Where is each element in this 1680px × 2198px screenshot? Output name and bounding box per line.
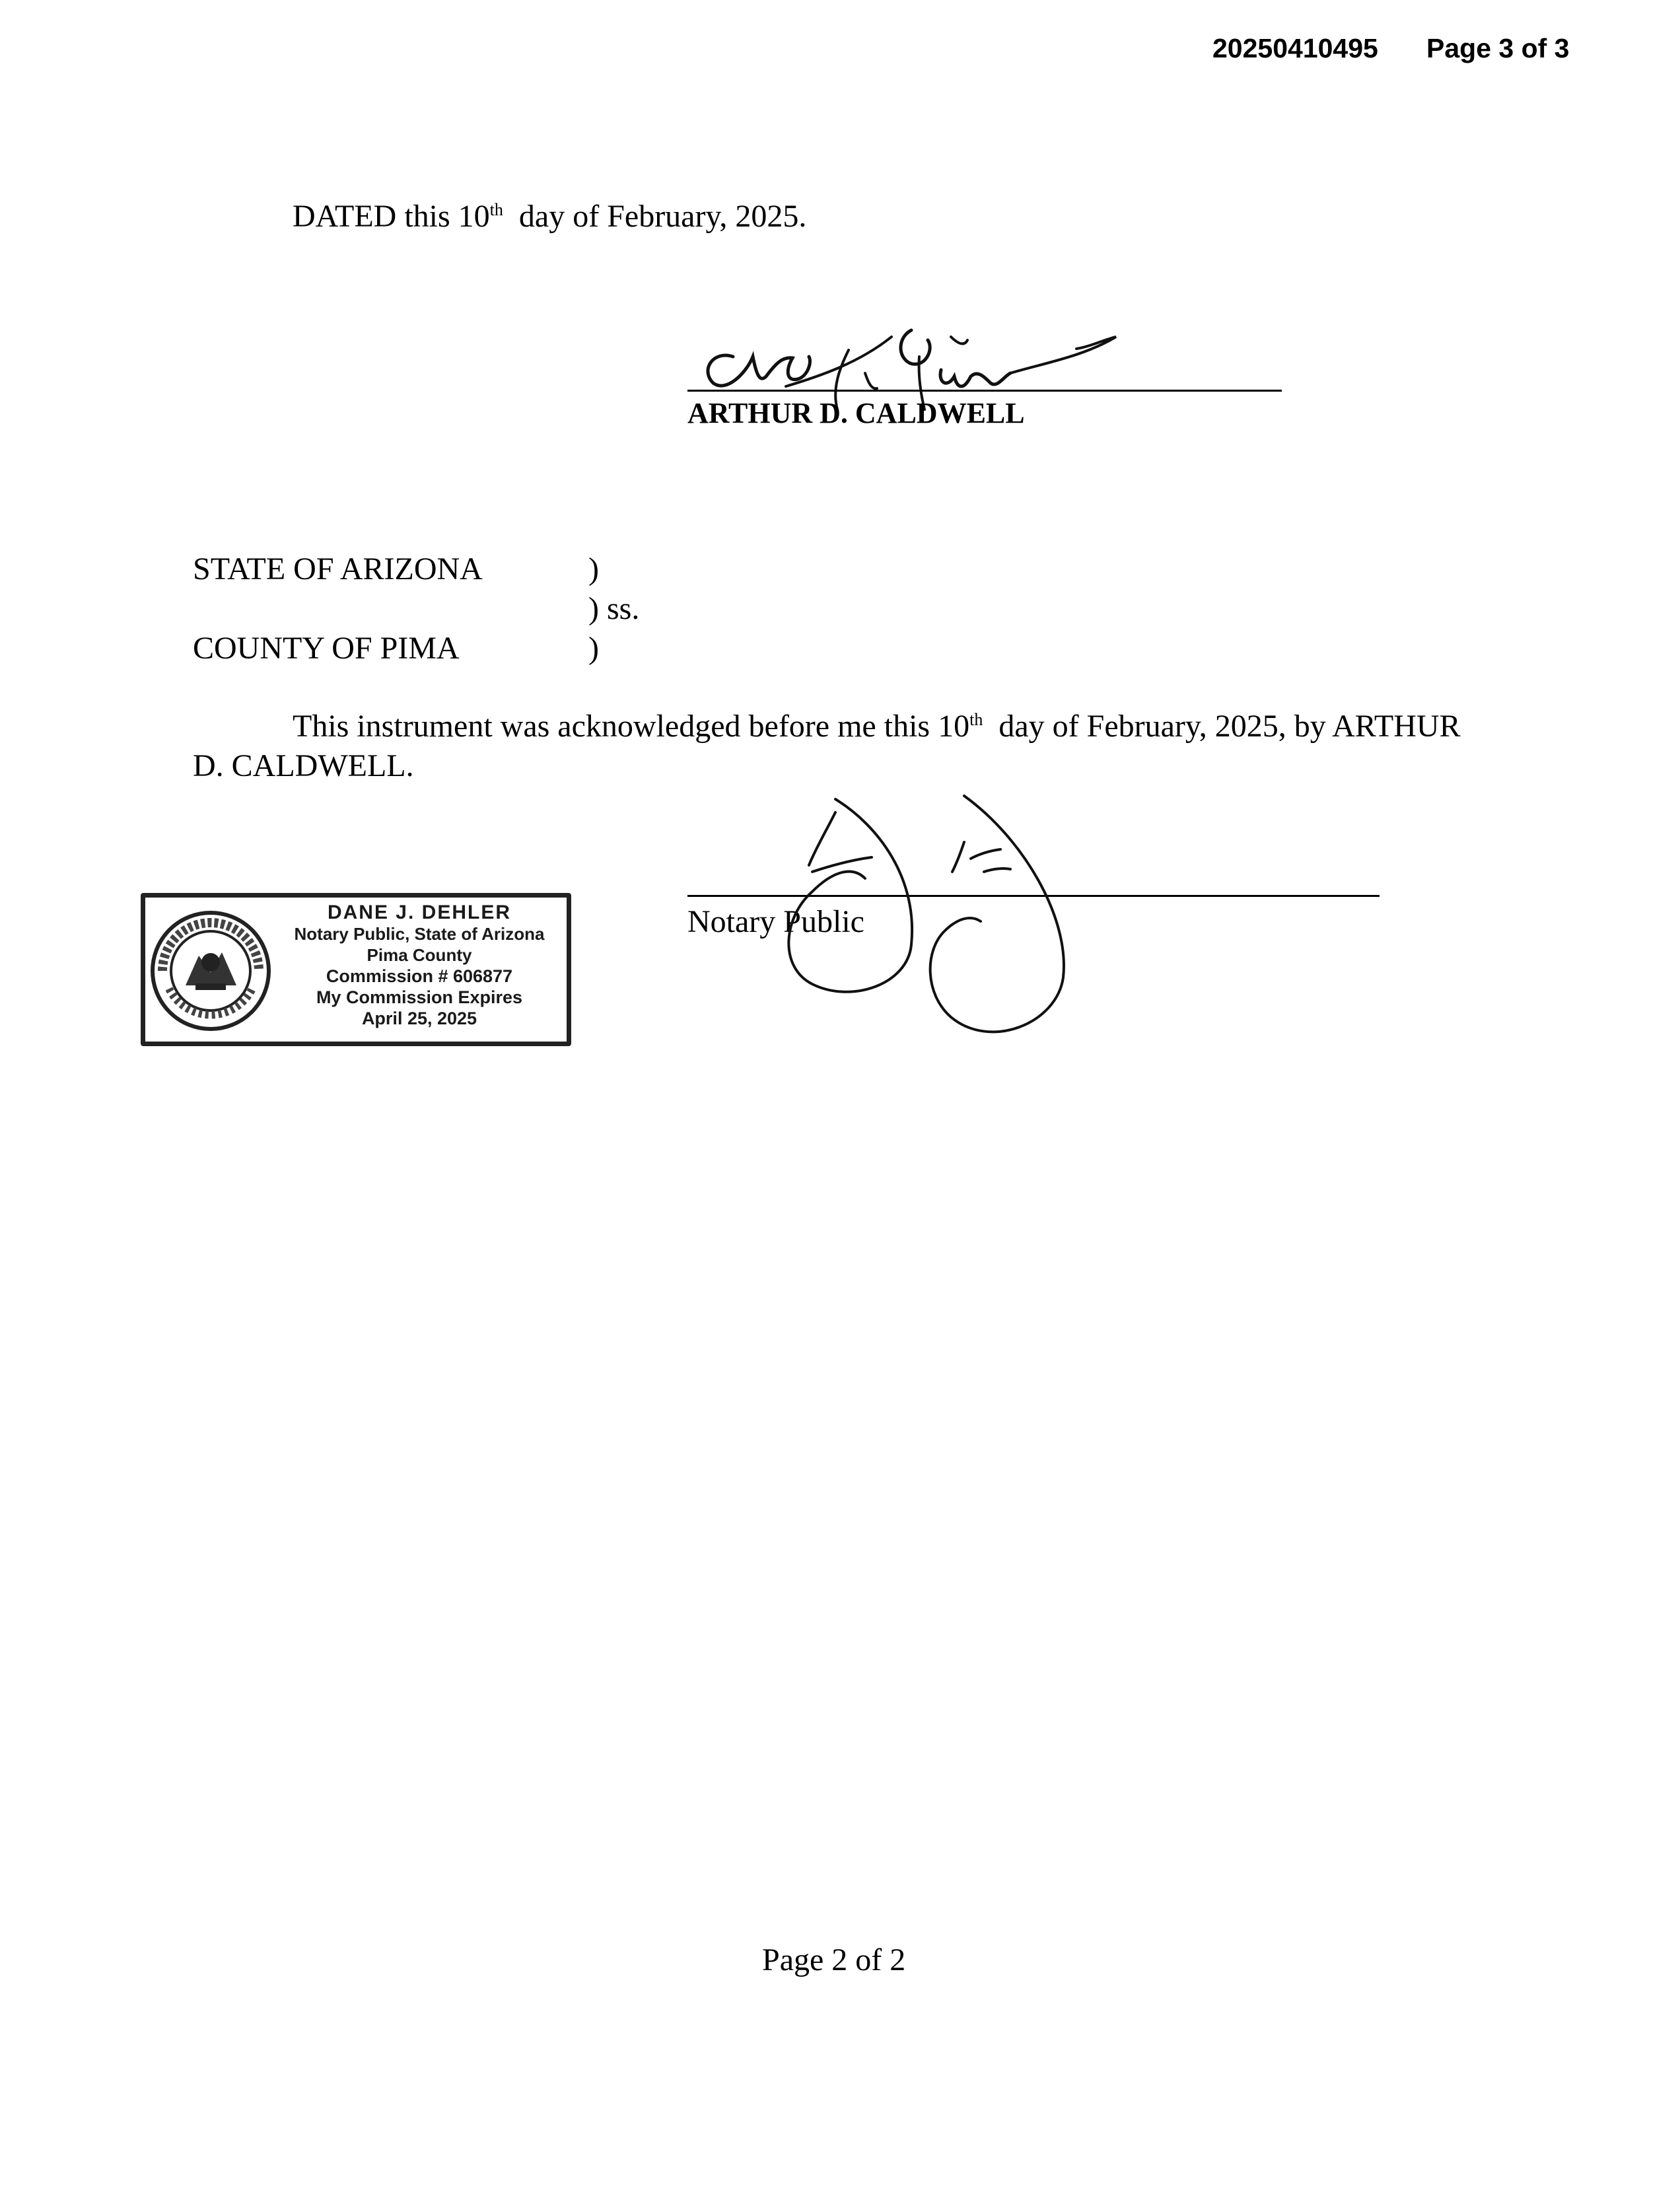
stamp-notary-title: Notary Public, State of Arizona <box>294 924 545 944</box>
acknowledgment-line-2: D. CALDWELL. <box>193 748 414 783</box>
notary-signature <box>773 786 1090 1050</box>
venue-paren-ss: ) ss. <box>588 591 640 626</box>
recording-page-label: Page 3 of 3 <box>1426 33 1570 63</box>
stamp-expires-date: April 25, 2025 <box>361 1009 477 1028</box>
notary-public-label: Notary Public <box>687 904 864 939</box>
notary-stamp <box>141 893 571 1046</box>
footer-page-label: Page 2 of 2 <box>762 1942 906 1977</box>
venue-state: STATE OF ARIZONA <box>193 551 483 586</box>
stamp-expires-label: My Commission Expires <box>316 987 523 1007</box>
venue-paren-1: ) <box>588 551 599 586</box>
signer-signature-line <box>687 390 1282 392</box>
dated-line <box>293 198 806 234</box>
stamp-commission: Commission # 606877 <box>326 966 513 986</box>
ack-suffix: day of February, 2025, by ARTHUR <box>998 709 1461 744</box>
ack-prefix: This instrument was acknowledged before me this 10 <box>293 709 970 744</box>
arizona-seal-icon <box>149 909 272 1032</box>
ack-ordinal: th <box>969 710 983 729</box>
signer-name: ARTHUR D. CALDWELL <box>687 397 1025 429</box>
dated-prefix: DATED this 10 <box>293 199 490 234</box>
dated-suffix: day of February, 2025. <box>518 199 807 234</box>
venue-paren-2: ) <box>588 631 599 666</box>
venue-county: COUNTY OF PIMA <box>193 631 460 666</box>
dated-ordinal: th <box>489 200 503 219</box>
stamp-notary-name: DANE J. DEHLER <box>327 902 512 923</box>
stamp-county: Pima County <box>367 945 472 965</box>
acknowledgment-line-1 <box>293 708 1461 744</box>
recording-number: 20250410495 <box>1212 33 1378 63</box>
